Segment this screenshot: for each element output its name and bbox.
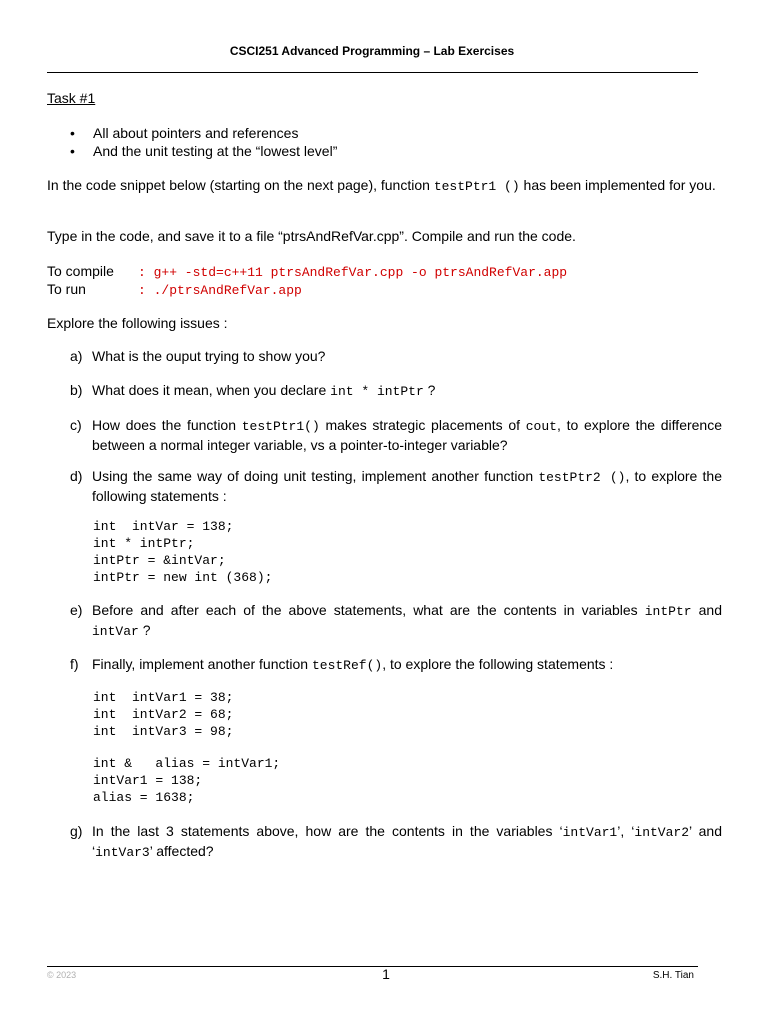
text-run: In the last 3 statements above, how are the contents in the variables ‘: [92, 823, 563, 839]
page-number: 1: [382, 966, 390, 982]
text-run: and: [691, 602, 722, 618]
code-block-f1: int intVar1 = 38; int intVar2 = 68; int intVar3 = 98;: [93, 690, 234, 739]
compile-command: : g++ -std=c++11 ptrsAndRefVar.cpp -o ptrsAndRefVar.app: [138, 265, 568, 280]
footer-rule: [47, 966, 698, 967]
question-d: [70, 467, 722, 505]
text-run: makes strategic placements of: [319, 417, 526, 433]
question-b: [70, 381, 722, 401]
text-run: , to explore the following statements :: [382, 656, 614, 672]
question-text: [92, 381, 722, 401]
question-g: [70, 822, 722, 862]
inline-code: intPtr: [644, 604, 692, 619]
question-text: [92, 601, 722, 641]
inline-code: int * intPtr: [330, 384, 424, 399]
header-rule: [47, 72, 698, 73]
intro-text: In the code snippet below (starting on the next page), function: [47, 177, 434, 193]
question-text: [92, 416, 722, 454]
question-label: c): [70, 417, 82, 433]
inline-code: intVar2: [634, 825, 689, 840]
inline-code: intVar3: [95, 845, 150, 860]
footer-copyright: © 2023: [47, 970, 77, 980]
inline-code: intVar: [92, 624, 139, 639]
text-run: Finally, implement another function: [92, 656, 312, 672]
compile-label: To compile: [47, 263, 114, 279]
run-command-line: [47, 280, 302, 300]
question-label: a): [70, 348, 83, 364]
text-run: Using the same way of doing unit testing, implement another function: [92, 468, 539, 484]
question-text: [92, 467, 722, 505]
inline-code: cout: [525, 419, 557, 434]
question-label: g): [70, 823, 83, 839]
text-run: ?: [423, 382, 436, 398]
code-block-d: int intVar = 138; int * intPtr; intPtr = &intVar; intPtr = new int (368);: [93, 519, 273, 585]
run-command: : ./ptrsAndRefVar.app: [138, 283, 302, 298]
inline-code: testPtr1 (): [433, 179, 520, 194]
text-run: Before and after each of the above statements, what are the contents in variables: [92, 602, 645, 618]
explore-heading: Explore the following issues :: [47, 315, 228, 331]
task-title: Task #1: [47, 90, 96, 106]
question-text: What is the ouput trying to show you?: [92, 348, 326, 364]
inline-code: testRef(): [311, 658, 383, 673]
inline-code: intVar1: [562, 825, 618, 840]
question-e: [70, 601, 722, 641]
code-block-f2: int & alias = intVar1; intVar1 = 138; alias = 1638;: [93, 756, 281, 805]
intro-text: has been implemented for you.: [519, 177, 716, 193]
text-run: How does the function: [92, 417, 242, 433]
intro-paragraph: [47, 176, 722, 196]
inline-code: testPtr2 (): [538, 470, 626, 485]
question-a: [70, 347, 722, 365]
question-label: e): [70, 602, 83, 618]
text-run: ’, ‘: [617, 823, 635, 839]
text-run: ’ affected?: [149, 843, 214, 859]
question-f: [70, 655, 722, 675]
page-header: CSCI251 Advanced Programming – Lab Exercises: [229, 44, 515, 58]
question-label: b): [70, 382, 83, 398]
question-label: d): [70, 468, 83, 484]
compile-command-line: [47, 262, 567, 282]
question-label: f): [70, 656, 79, 672]
inline-code: testPtr1(): [241, 419, 320, 434]
instruction-paragraph: Type in the code, and save it to a file “ptrsAndRefVar.cpp”. Compile and run the code.: [47, 228, 576, 244]
footer-author: S.H. Tian: [652, 970, 694, 981]
bullet-item: • And the unit testing at the “lowest level”: [70, 142, 337, 160]
text-run: ’ and ‘: [92, 823, 722, 859]
text-run: , to explore the following statements :: [92, 468, 722, 504]
question-c: [70, 416, 722, 454]
text-run: , to explore the difference between a normal integer variable, vs a pointer-to-integer variable?: [92, 417, 723, 453]
bullet-list: [70, 124, 337, 160]
text-run: What does it mean, when you declare: [92, 382, 331, 398]
bullet-item: • All about pointers and references: [70, 124, 337, 142]
run-label: To run: [47, 281, 86, 297]
question-text: [92, 655, 722, 675]
text-run: ?: [138, 622, 151, 638]
question-text: [92, 822, 722, 862]
